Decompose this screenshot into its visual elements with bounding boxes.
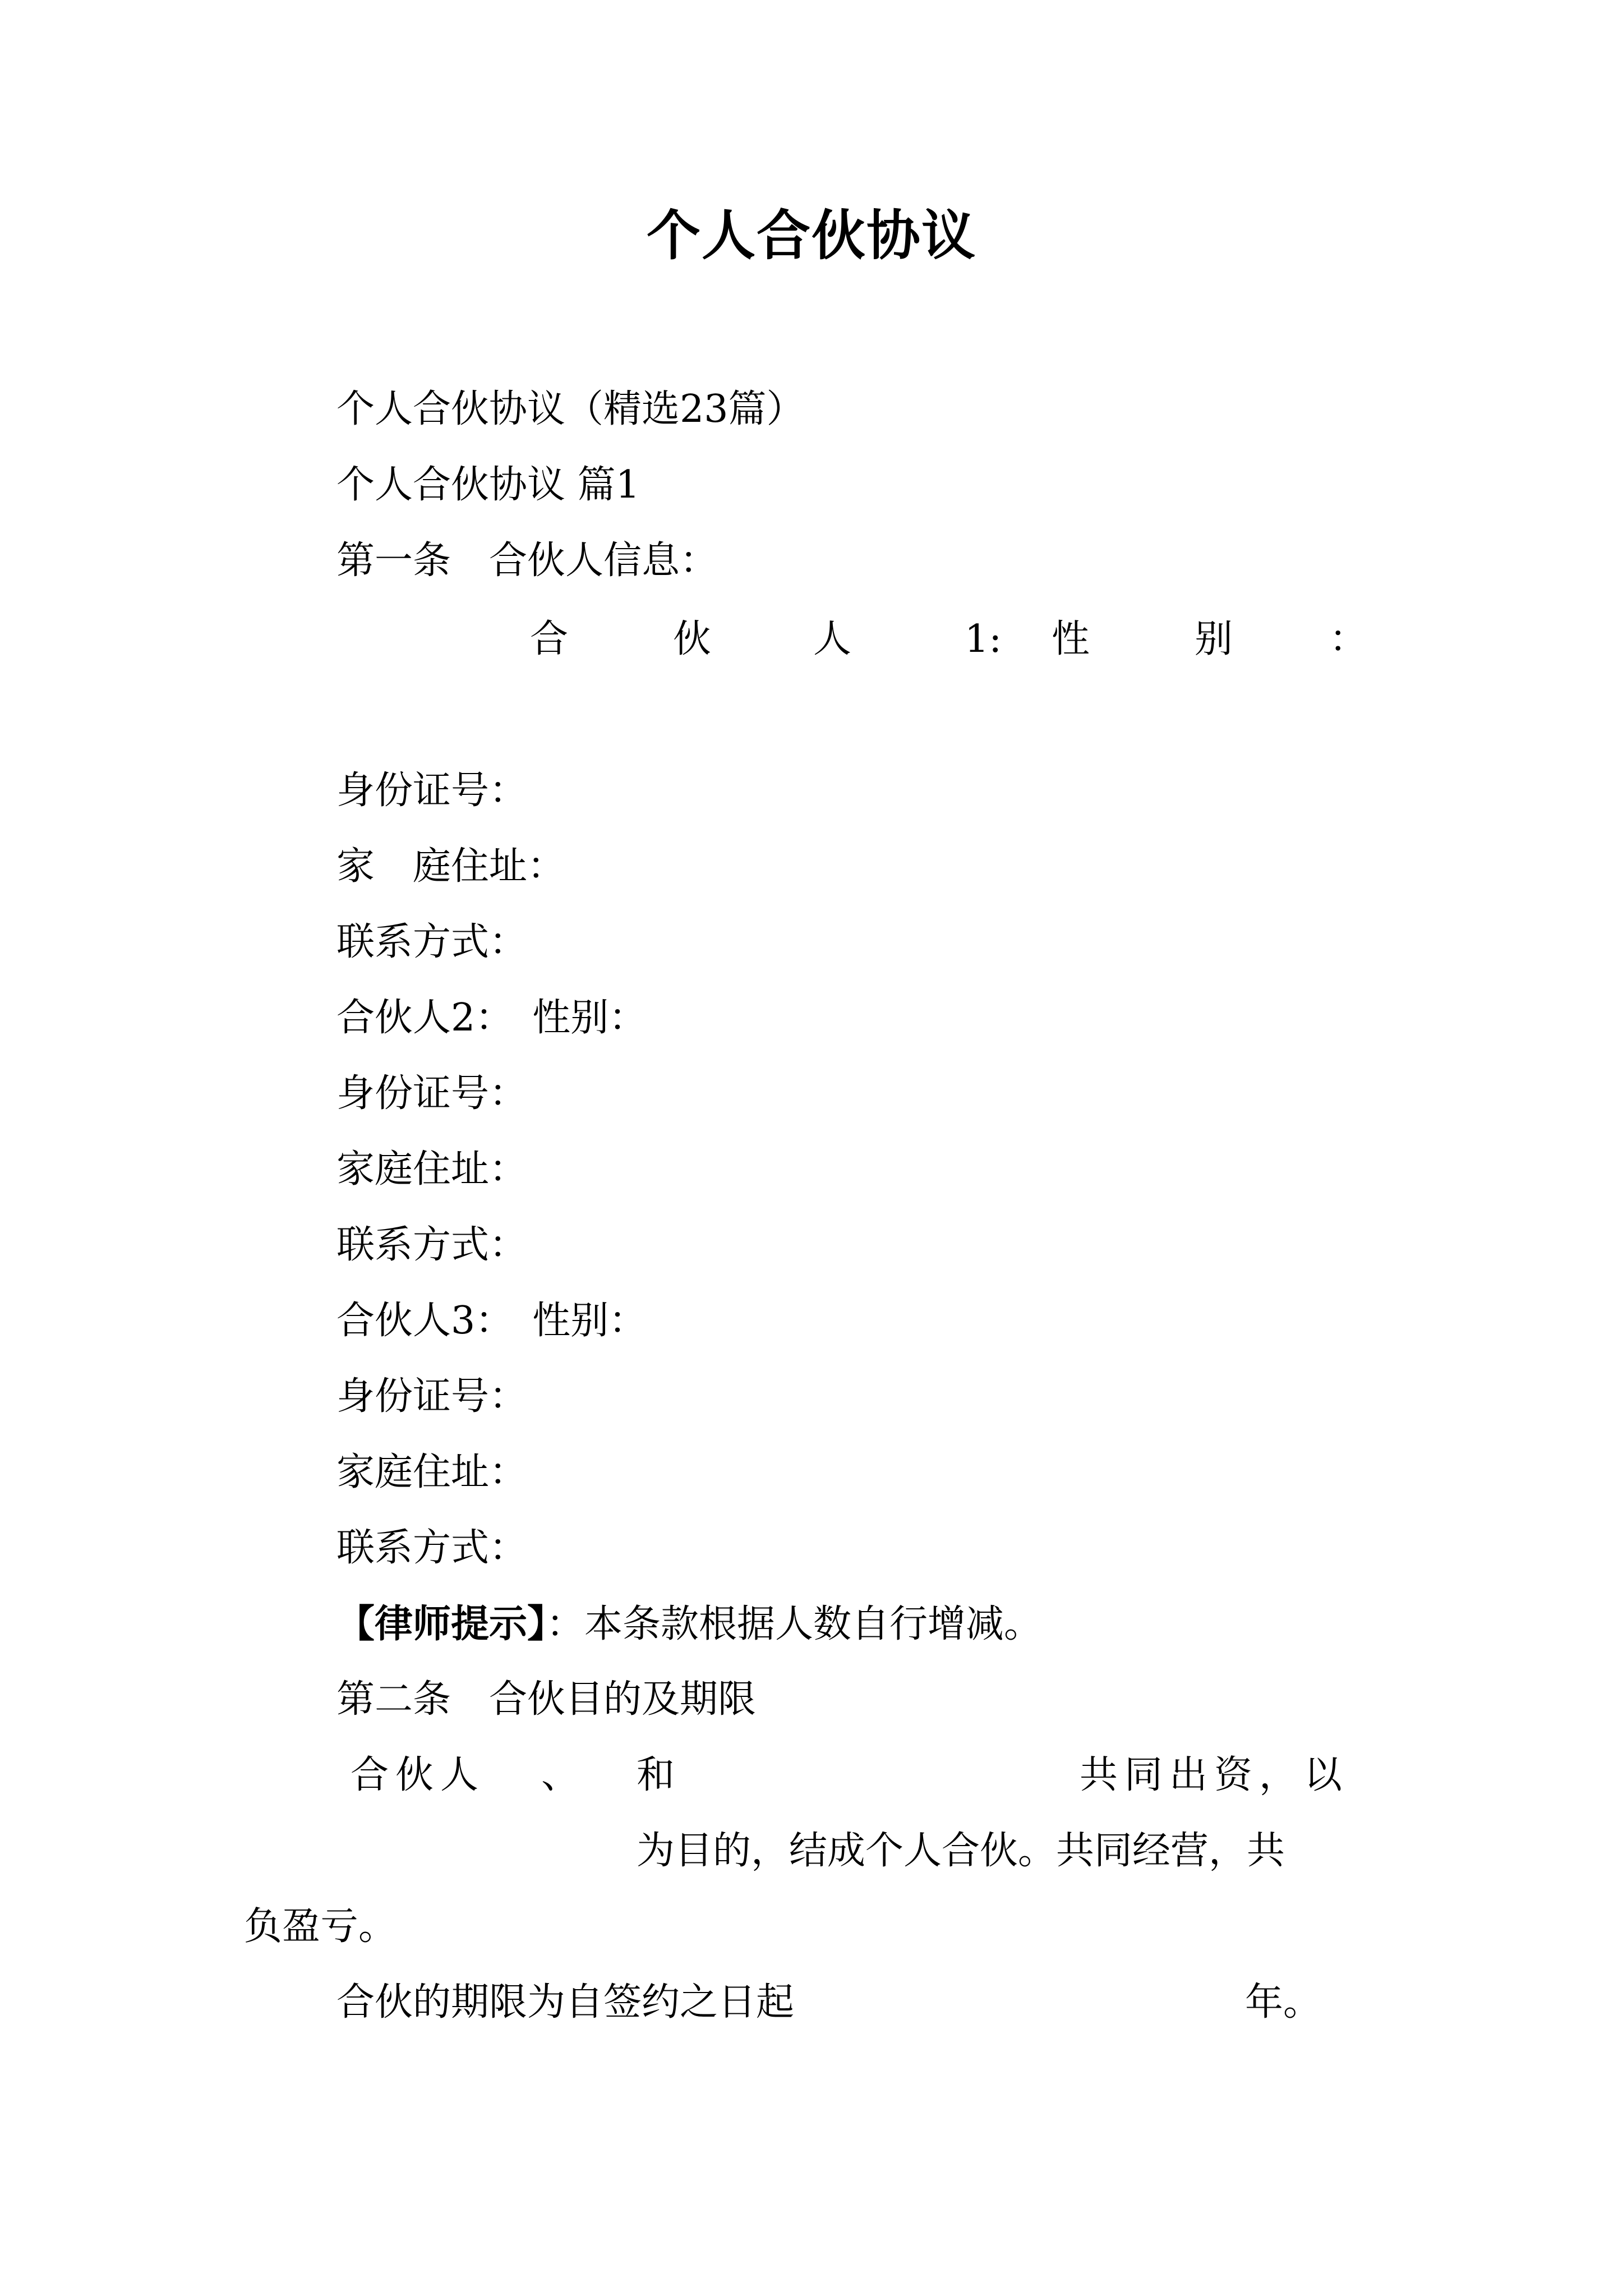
partner2-contact-label: 联系方式： xyxy=(336,1223,528,1267)
partner1-colon: ： xyxy=(1329,617,1368,661)
partner1-address-label: 家 庭住址： xyxy=(336,844,566,889)
partner2-id-label: 身份证号： xyxy=(336,1071,528,1116)
purpose-and: 和 xyxy=(637,1753,675,1797)
purpose-line-2: 为目的，结成个人合伙。共同经营，共 xyxy=(637,1829,1285,1873)
partner3-id-label: 身份证号： xyxy=(336,1374,528,1419)
partner2-gender-label: 合伙人2： 性别： xyxy=(336,996,647,1040)
partner2-address-label: 家庭住址： xyxy=(336,1147,528,1191)
document-title: 个人合伙协议 xyxy=(647,204,976,267)
partner1-contact-label: 联系方式： xyxy=(336,920,528,964)
section-heading: 个人合伙协议 篇1 xyxy=(336,463,640,507)
lawyer-tip-label: 【律师提示】 xyxy=(336,1602,547,1646)
purpose-line-3: 负盈亏。 xyxy=(244,1904,397,1949)
partner3-contact-label: 联系方式： xyxy=(336,1526,528,1570)
term-years: 年。 xyxy=(1245,1980,1322,2024)
term-text: 合伙的期限为自签约之日起 xyxy=(336,1980,795,2024)
partner1-id-label: 身份证号： xyxy=(336,769,528,813)
partner1-char-bie: 别 xyxy=(1195,617,1233,661)
article1-heading: 第一条 合伙人信息： xyxy=(336,539,718,583)
purpose-joint-investment: 共同出资，以 xyxy=(1080,1753,1349,1797)
purpose-separator: 、 xyxy=(541,1753,580,1797)
partner1-char-ren: 人 xyxy=(813,617,852,661)
partner3-gender-label: 合伙人3： 性别： xyxy=(336,1299,647,1343)
lawyer-tip xyxy=(336,1596,1042,1653)
partner1-char-he: 合 xyxy=(530,617,569,661)
document-subtitle: 个人合伙协议（精选23篇） xyxy=(336,387,805,431)
article2-heading: 第二条 合伙目的及期限 xyxy=(336,1677,757,1722)
partner1-number: 1: xyxy=(965,617,1002,661)
lawyer-tip-text: ：本条款根据人数自行增减。 xyxy=(546,1602,1043,1646)
purpose-partner-label: 合伙人 xyxy=(351,1753,486,1797)
partner1-char-xing: 性 xyxy=(1052,617,1090,661)
partner3-address-label: 家庭住址： xyxy=(336,1450,528,1494)
partner1-char-huo: 伙 xyxy=(673,617,712,661)
